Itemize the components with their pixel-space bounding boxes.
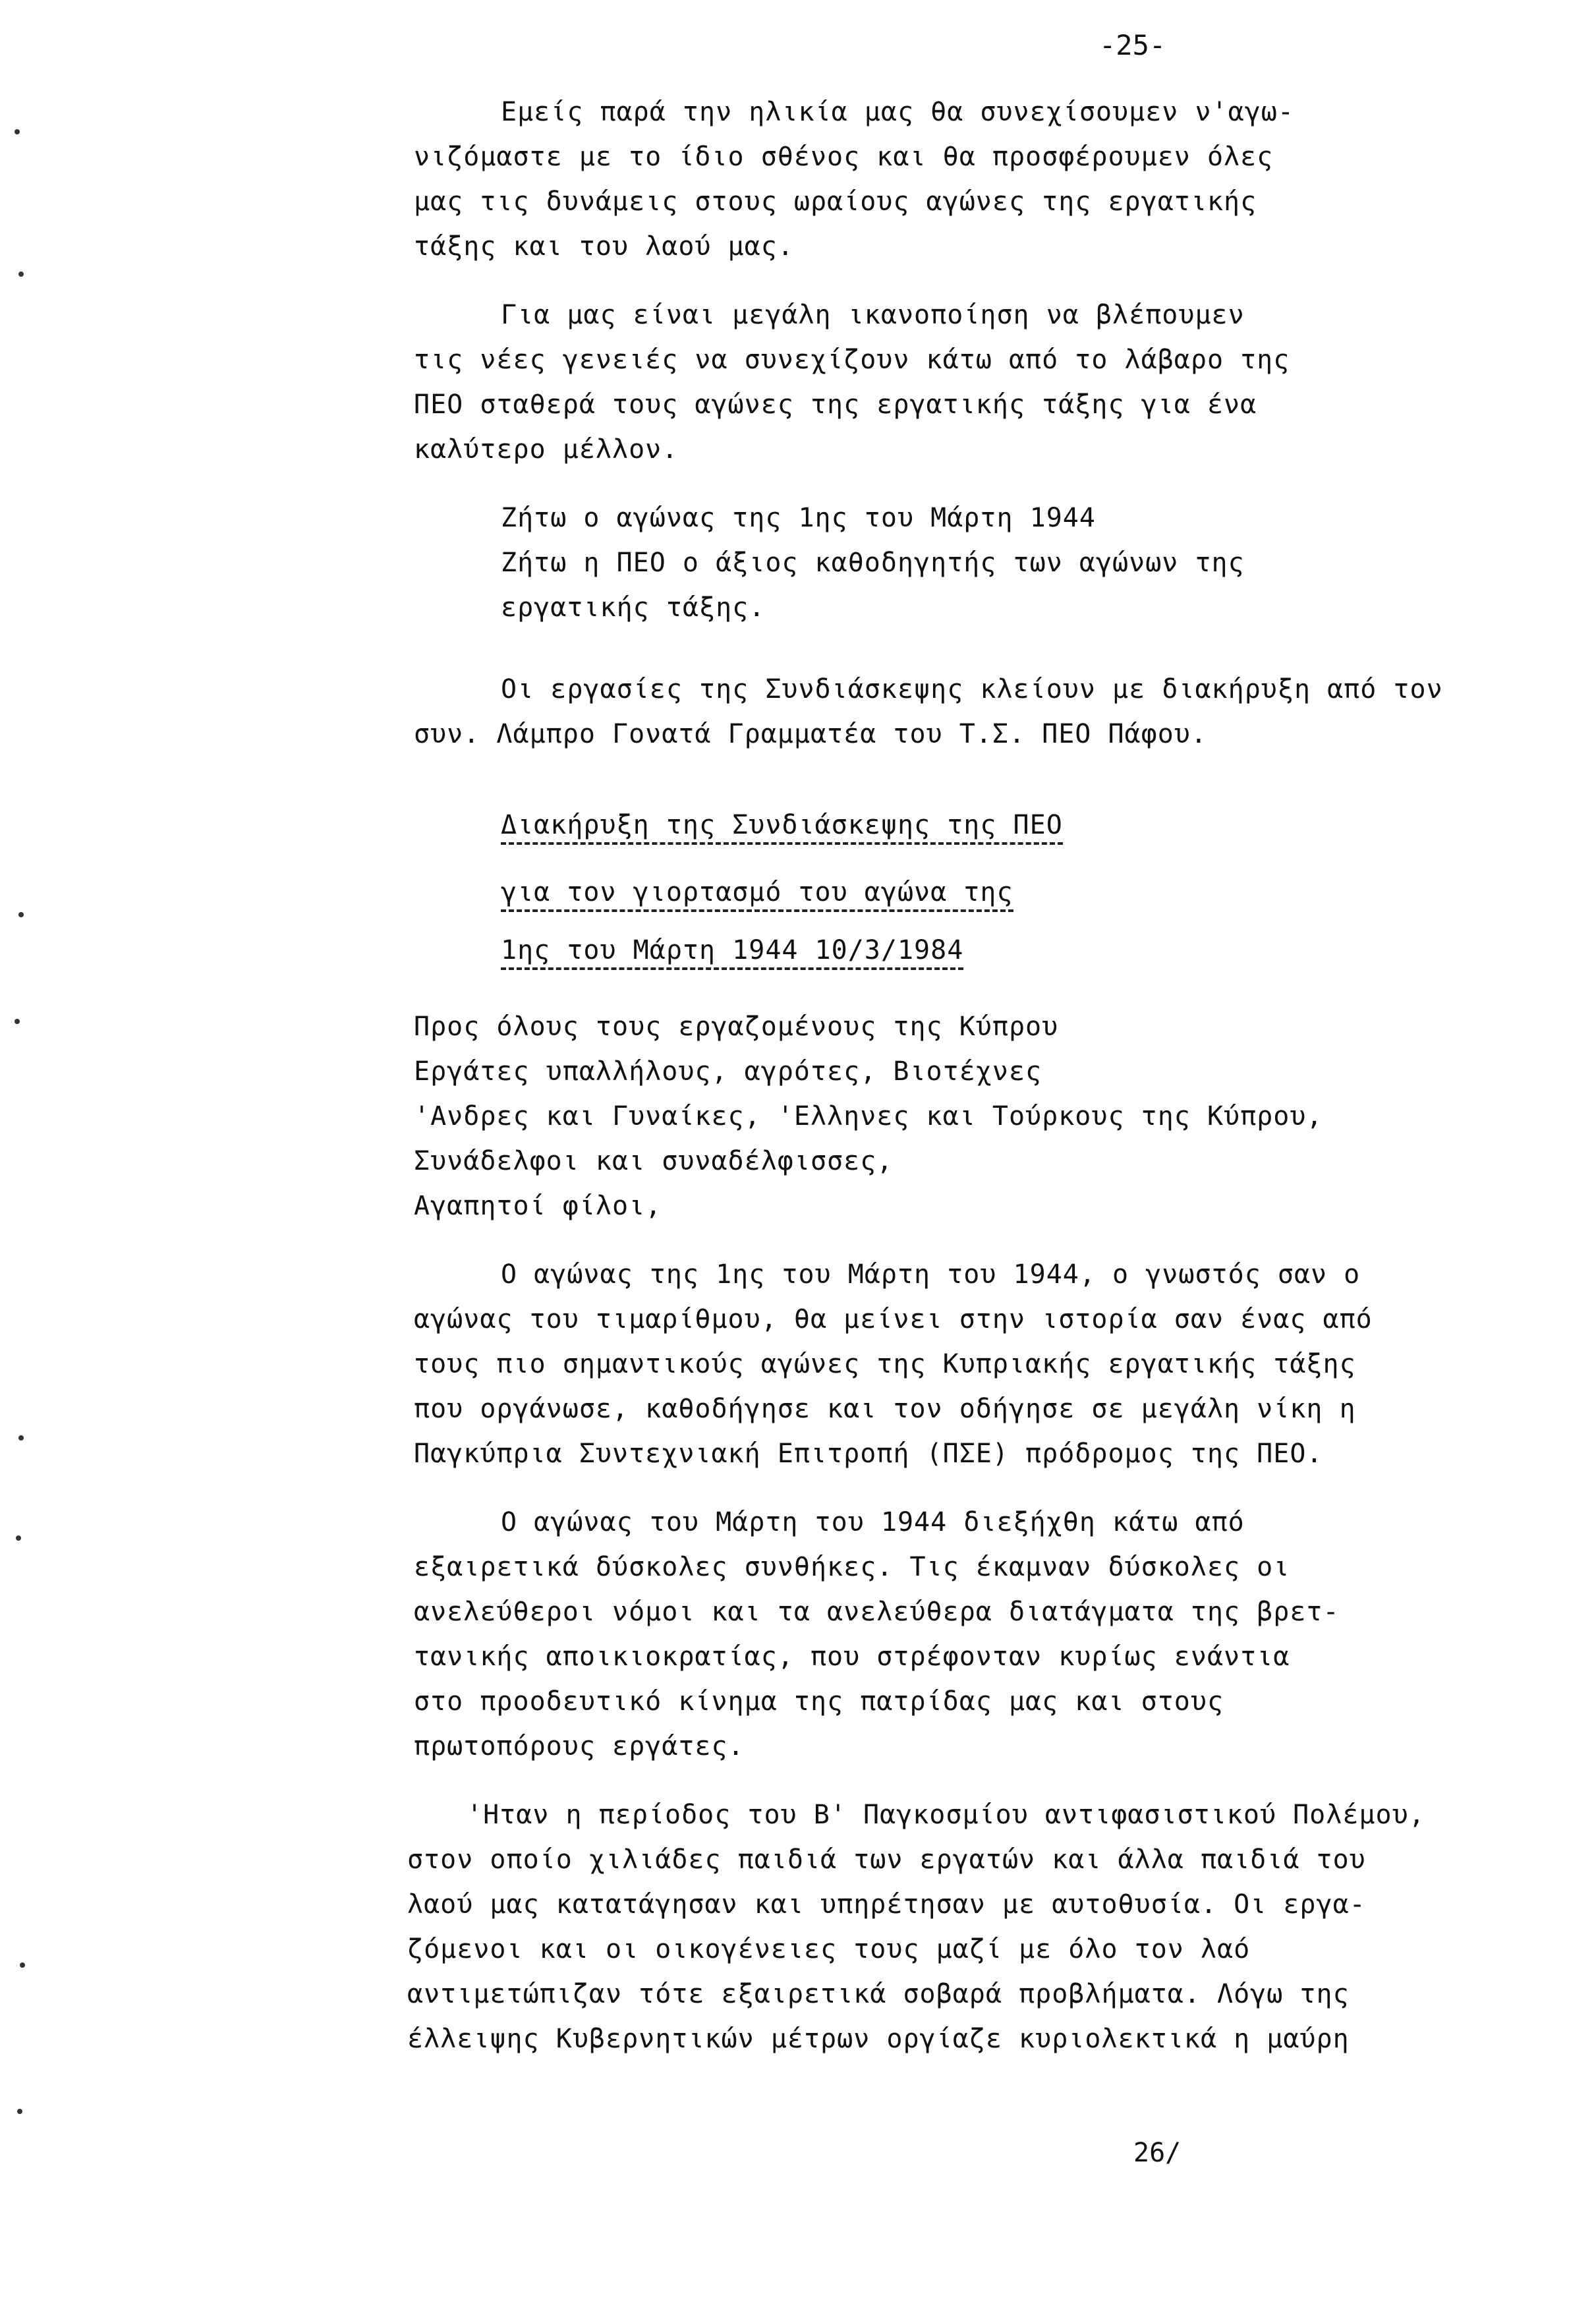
scan-speck [14,129,20,134]
text-line: που οργάνωσε, καθοδήγησε και τον οδήγησε σε μεγάλη νίκη η [414,1394,1356,1424]
text-line: καλύτερο μέλλον. [414,434,679,465]
text-line: Παγκύπρια Συντεχνιακή Επιτροπή (ΠΣΕ) πρόδρομος της ΠΕΟ. [414,1439,1323,1469]
scan-speck [20,1962,25,1968]
text-line: λαού μας κατατάγησαν και υπηρέτησαν με αυτοθυσία. Οι εργα- [407,1889,1366,1920]
text-line: Ο αγώνας της 1ης του Μάρτη του 1944, ο γνωστός σαν ο [501,1259,1361,1290]
scan-speck [17,2109,22,2114]
next-page-marker: 26/ [1133,2138,1182,2168]
text-line: αντιμετώπιζαν τότε εξαιρετικά σοβαρά προβλήματα. Λόγω της [407,1979,1350,2009]
text-line: Εμείς παρά την ηλικία μας θα συνεχίσουμεν ν'αγω- [501,97,1294,127]
text-line: εξαιρετικά δύσκολες συνθήκες. Τις έκαμναν δύσκολες οι [414,1552,1290,1582]
salutation-line: Αγαπητοί φίλοι, [414,1191,662,1221]
text-line: Για μας είναι μεγάλη ικανοποίηση να βλέπουμεν [501,300,1245,330]
scan-speck [18,272,24,277]
text-line: τανικής αποικιοκρατίας, που στρέφονταν κυρίως ενάντια [414,1642,1290,1672]
text-line: 'Ηταν η περίοδος του Β' Παγκοσμίου αντιφασιστικού Πολέμου, [467,1800,1425,1830]
salutation-line: Συνάδελφοι και συναδέλφισσες, [414,1146,894,1176]
text-line: Ο αγώνας του Μάρτη του 1944 διεξήχθη κάτω από [501,1507,1245,1537]
page-number: -25- [1099,29,1166,61]
text-line: έλλειψης Κυβερνητικών μέτρων οργίαζε κυριολεκτικά η μαύρη [407,2024,1350,2054]
text-line: πρωτοπόρους εργάτες. [414,1731,745,1761]
declaration-title-line: για τον γιορτασμό του αγώνα της [501,876,1013,912]
text-line: νιζόμαστε με το ίδιο σθένος και θα προσφέρουμεν όλες [414,142,1274,172]
scan-speck [14,1019,20,1024]
scan-speck [16,1535,21,1541]
salutation-line: 'Ανδρες και Γυναίκες, 'Ελληνες και Τούρκους της Κύπρου, [414,1101,1323,1131]
salutation-line: Εργάτες υπαλλήλους, αγρότες, Βιοτέχνες [414,1056,1042,1087]
text-line: Οι εργασίες της Συνδιάσκεψης κλείουν με διακήρυξη από τον [501,674,1443,704]
declaration-title-line: 1ης του Μάρτη 1944 10/3/1984 [501,934,963,970]
text-line: ζόμενοι και οι οικογένειες τους μαζί με όλο τον λαό [407,1934,1251,1964]
text-line: στον οποίο χιλιάδες παιδιά των εργατών και άλλα παιδιά του [407,1845,1366,1875]
text-line: ανελεύθεροι νόμοι και τα ανελεύθερα διατάγματα της βρετ- [414,1597,1340,1627]
slogan-line: Ζήτω η ΠΕΟ ο άξιος καθοδηγητής των αγώνων της [501,548,1245,578]
salutation-line: Προς όλους τους εργαζομένους της Κύπρου [414,1012,1059,1042]
text-line: ΠΕΟ σταθερά τους αγώνες της εργατικής τάξης για ένα [414,389,1257,420]
slogan-line: Ζήτω ο αγώνας της 1ης του Μάρτη 1944 [501,503,1096,533]
text-line: τις νέες γενειές να συνεχίζουν κάτω από το λάβαρο της [414,345,1290,375]
text-line: μας τις δυνάμεις στους ωραίους αγώνες της εργατικής [414,186,1257,217]
slogan-line: εργατικής τάξης. [501,592,766,623]
scan-speck [18,1435,24,1441]
text-line: τάξης και του λαού μας. [414,231,794,262]
declaration-title-line: Διακήρυξη της Συνδιάσκεψης της ΠΕΟ [501,809,1063,845]
text-line: στο προοδευτικό κίνημα της πατρίδας μας και στους [414,1686,1224,1717]
text-line: τους πιο σημαντικούς αγώνες της Κυπριακής εργατικής τάξης [414,1349,1356,1379]
text-line: αγώνας του τιμαρίθμου, θα μείνει στην ιστορία σαν ένας από [414,1304,1373,1334]
scan-speck [18,912,24,917]
text-line: συν. Λάμπρο Γονατά Γραμματέα του Τ.Σ. ΠΕΟ Πάφου. [414,719,1207,749]
